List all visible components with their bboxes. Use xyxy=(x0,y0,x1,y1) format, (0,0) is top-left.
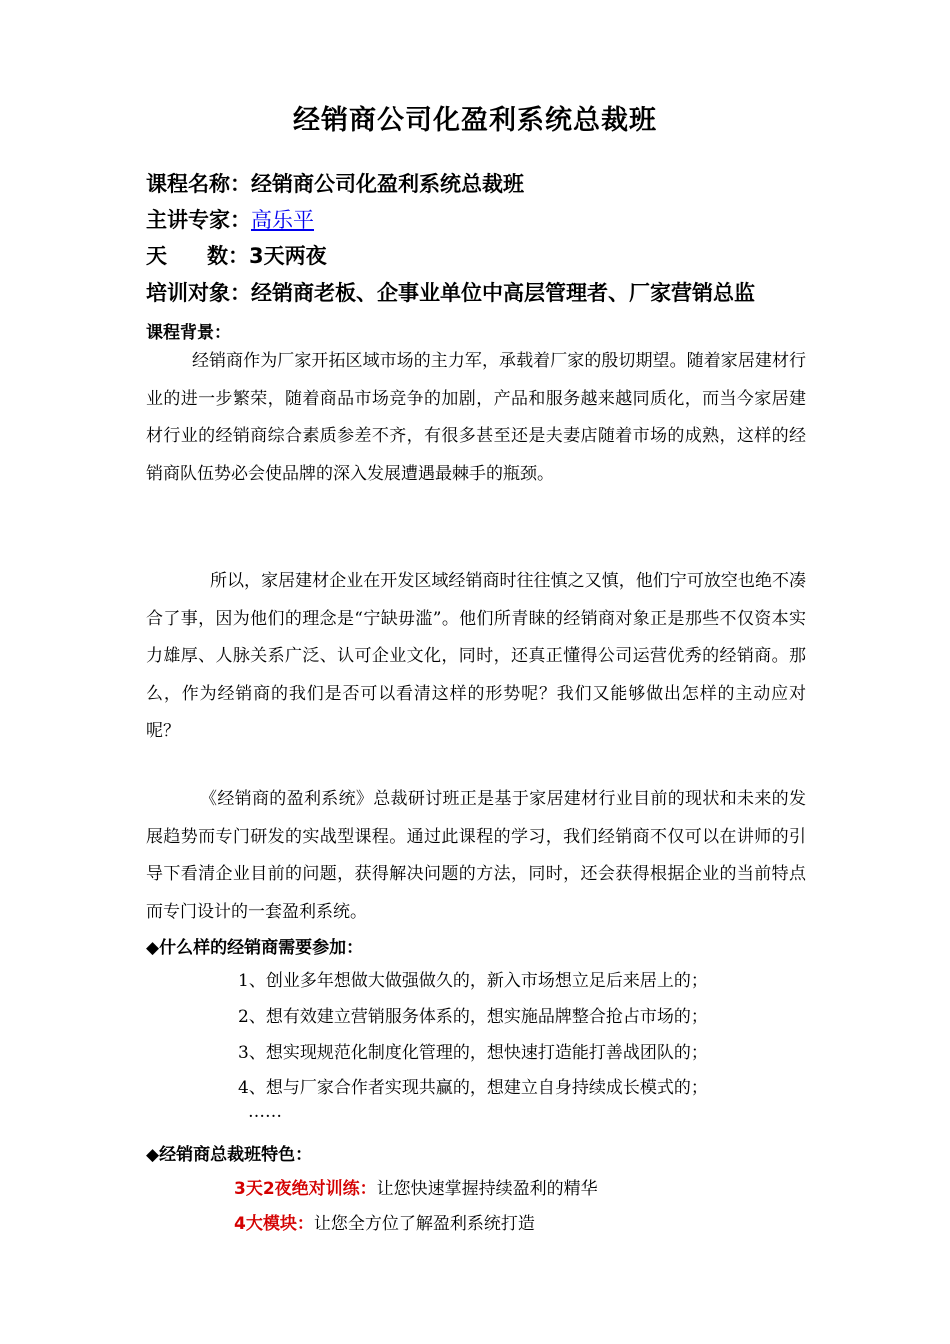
list-item: 3、想实现规范化制度化管理的，想快速打造能打善战团队的； xyxy=(238,1043,708,1063)
feature-item xyxy=(234,1174,598,1199)
who-heading: ◆什么样的经销商需要参加： xyxy=(146,938,364,958)
paragraph-2: 所以，家居建材企业在开发区域经销商时往往慎之又慎，他们宁可放空也绝不凑合了事，因为他们的理念是“宁缺毋滥”。他们所青睐的经销商对象正是那些不仅资本实力雄厚、人脉关系广泛、认可企业文化，同时，还真正懂得公司运营优秀的经销商。那么，作为经销商的我们是否可以看清这样的形势呢？我们又能够做出怎样的主动应对呢？ xyxy=(146,571,806,741)
days-value: 3天两夜 xyxy=(249,244,327,268)
background-heading: 课程背景： xyxy=(146,323,231,343)
paragraph-1: 经销商作为厂家开拓区域市场的主力军，承载着厂家的殷切期望。随着家居建材行业的进一步繁荣，随着商品市场竞争的加剧，产品和服务越来越同质化，而当今家居建材行业的经销商综合素质参差不齐，有很多甚至还是夫妻店随着市场的成熟，这样的经销商队伍势必会使品牌的深入发展遭遇最棘手的瓶颈。 xyxy=(146,351,806,484)
expert-label: 主讲专家： xyxy=(146,208,251,232)
course-label: 课程名称： xyxy=(146,172,251,196)
days-label-a: 天 xyxy=(146,244,167,268)
feature-highlight: 3天2夜绝对训练： xyxy=(234,1179,377,1199)
feature-text: 让您快速掌握持续盈利的精华 xyxy=(376,1179,598,1199)
paragraph-3: 《经销商的盈利系统》总裁研讨班正是基于家居建材行业目前的现状和未来的发展趋势而专门研发的实战型课程。通过此课程的学习，我们经销商不仅可以在讲师的引导下看清企业目前的问题，获得解决问题的方法，同时，还会获得根据企业的当前特点而专门设计的一套盈利系统。 xyxy=(146,789,806,922)
feature-highlight: 4大模块： xyxy=(234,1214,314,1234)
list-ellipsis: …… xyxy=(248,1102,282,1122)
days-label-b: 数： xyxy=(207,244,249,268)
list-item: 1、创业多年想做大做强做久的，新入市场想立足后来居上的； xyxy=(238,971,708,991)
list-item: 4、想与厂家合作者实现共赢的，想建立自身持续成长模式的； xyxy=(238,1078,708,1098)
info-expert-row xyxy=(146,204,314,234)
target-value: 经销商老板、企事业单位中高层管理者、厂家营销总监 xyxy=(251,281,755,305)
target-label: 培训对象： xyxy=(146,281,251,305)
document-title: 经销商公司化盈利系统总裁班 xyxy=(293,105,657,136)
expert-link[interactable]: 高乐平 xyxy=(251,208,314,232)
features-heading: ◆经销商总裁班特色： xyxy=(146,1145,313,1165)
course-value: 经销商公司化盈利系统总裁班 xyxy=(251,172,524,196)
feature-text: 让您全方位了解盈利系统打造 xyxy=(313,1214,535,1234)
info-days-row xyxy=(146,240,327,270)
info-target-row xyxy=(146,277,755,307)
info-course-row xyxy=(146,168,524,198)
feature-item xyxy=(234,1209,535,1234)
list-item: 2、想有效建立营销服务体系的，想实施品牌整合抢占市场的； xyxy=(238,1007,708,1027)
